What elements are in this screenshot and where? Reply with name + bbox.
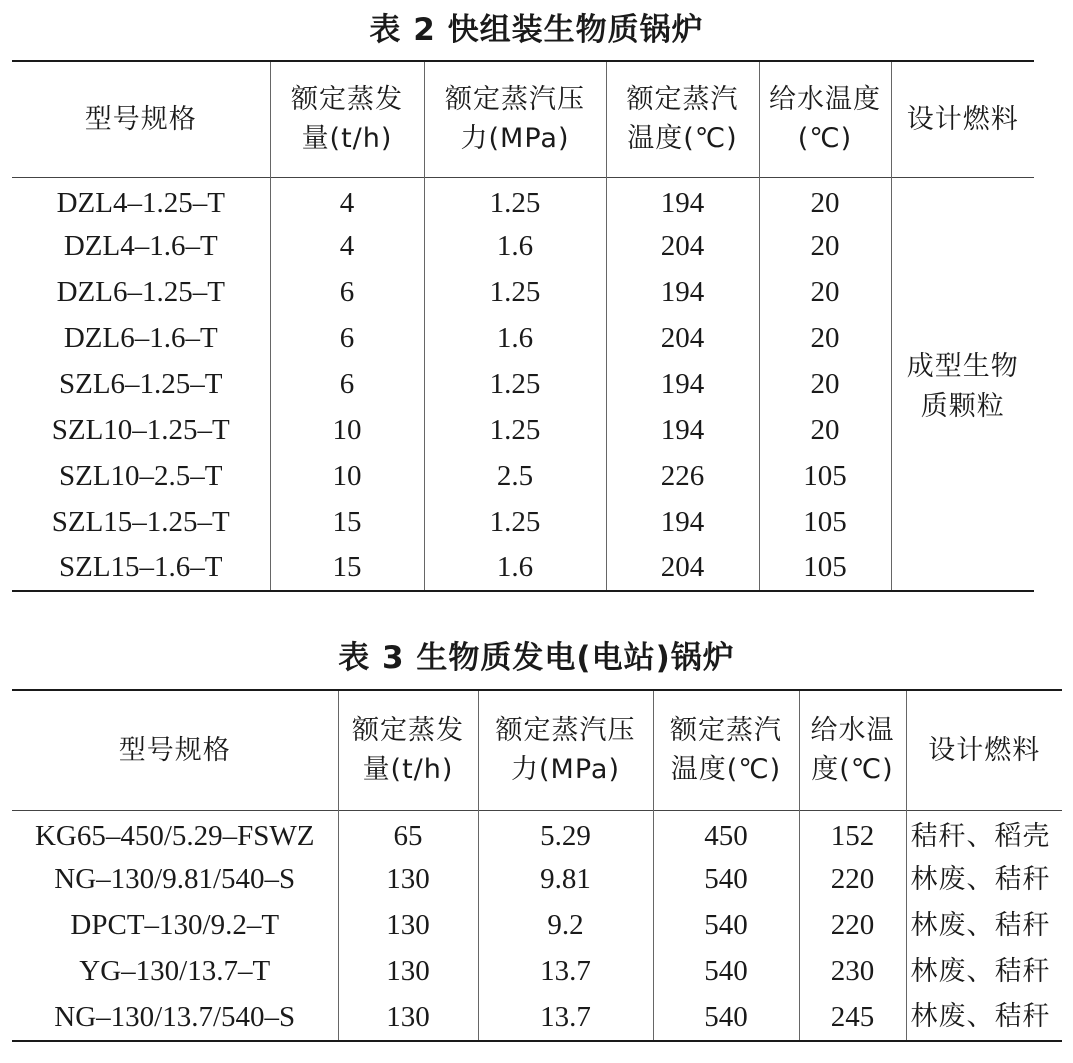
cell-feedwater: 20 (759, 269, 891, 315)
cell-evaporation: 15 (270, 545, 424, 591)
cell-temperature: 194 (606, 361, 759, 407)
header-model: 型号规格 (84, 103, 197, 135)
table-row (12, 361, 1034, 407)
cell-temperature: 226 (606, 453, 759, 499)
table-row (12, 810, 1062, 857)
table-2-title: 表 2 快组装生物质锅炉 (369, 12, 704, 48)
cell-pressure: 9.81 (478, 857, 653, 903)
cell-temperature: 204 (606, 545, 759, 591)
cell-temperature: 194 (606, 499, 759, 545)
cell-model: NG–130/9.81/540–S (54, 863, 296, 895)
header-design-fuel: 设计燃料 (906, 690, 1062, 810)
table-row (12, 949, 1062, 995)
cell-model: NG–130/13.7/540–S (54, 1000, 296, 1033)
table-row (12, 407, 1034, 453)
cell-pressure: 1.25 (424, 407, 606, 453)
cell-evaporation: 15 (270, 499, 424, 545)
cell-model: DZL4–1.25–T (56, 186, 225, 219)
cell-design-fuel: 林废、秸秆 (906, 995, 1062, 1041)
table-row (12, 857, 1062, 903)
cell-model: DPCT–130/9.2–T (70, 909, 280, 941)
cell-design-fuel: 林废、秸秆 (906, 949, 1062, 995)
cell-feedwater: 20 (759, 407, 891, 453)
table-3-header-row (12, 690, 1062, 810)
header-design-fuel: 设计燃料 (891, 61, 1034, 177)
cell-pressure: 1.6 (424, 545, 606, 591)
cell-pressure: 1.25 (424, 177, 606, 223)
cell-temperature: 204 (606, 315, 759, 361)
cell-pressure: 2.5 (424, 453, 606, 499)
cell-evaporation: 10 (270, 453, 424, 499)
cell-feedwater: 105 (759, 545, 891, 591)
cell-feedwater: 152 (799, 810, 906, 857)
cell-feedwater: 245 (799, 995, 906, 1041)
table-row (12, 995, 1062, 1041)
cell-temperature: 204 (606, 223, 759, 269)
cell-model: KG65–450/5.29–FSWZ (34, 820, 315, 852)
header-rated-evaporation: 额定蒸发 量(t/h) (270, 61, 424, 177)
cell-model: SZL15–1.25–T (51, 505, 230, 538)
table-row (12, 269, 1034, 315)
header-rated-pressure: 额定蒸汽压 力(MPa) (424, 61, 606, 177)
cell-design-fuel: 成型生物 质颗粒 (891, 177, 1034, 591)
table-3 (12, 689, 1062, 1042)
header-feedwater-temperature: 给水温度 (℃) (759, 61, 891, 177)
table-3-title: 表 3 生物质发电(电站)锅炉 (338, 640, 735, 676)
table-row (12, 903, 1062, 949)
cell-feedwater: 105 (759, 453, 891, 499)
cell-model: DZL4–1.6–T (63, 229, 218, 262)
cell-feedwater: 20 (759, 361, 891, 407)
cell-evaporation: 6 (270, 269, 424, 315)
cell-feedwater: 20 (759, 315, 891, 361)
cell-feedwater: 20 (759, 223, 891, 269)
cell-pressure: 1.6 (424, 223, 606, 269)
cell-evaporation: 4 (270, 223, 424, 269)
header-rated-pressure: 额定蒸汽压 力(MPa) (478, 690, 653, 810)
table-2-header-row (12, 61, 1034, 177)
table-2 (12, 60, 1034, 592)
table-row (12, 499, 1034, 545)
cell-temperature: 194 (606, 407, 759, 453)
cell-feedwater: 220 (799, 857, 906, 903)
header-rated-evaporation: 额定蒸发 量(t/h) (338, 690, 478, 810)
cell-evaporation: 130 (338, 995, 478, 1041)
cell-pressure: 13.7 (478, 949, 653, 995)
table-row (12, 177, 1034, 223)
cell-model: SZL10–2.5–T (58, 459, 223, 492)
cell-feedwater: 230 (799, 949, 906, 995)
cell-design-fuel: 林废、秸秆 (906, 857, 1062, 903)
cell-temperature: 540 (653, 857, 799, 903)
table-row (12, 223, 1034, 269)
cell-pressure: 1.25 (424, 269, 606, 315)
cell-model: SZL10–1.25–T (51, 413, 230, 446)
cell-evaporation: 6 (270, 315, 424, 361)
cell-evaporation: 10 (270, 407, 424, 453)
cell-model: DZL6–1.6–T (63, 321, 218, 354)
cell-pressure: 9.2 (478, 903, 653, 949)
cell-temperature: 194 (606, 269, 759, 315)
table-row (12, 545, 1034, 591)
cell-pressure: 1.25 (424, 361, 606, 407)
header-model: 型号规格 (118, 734, 231, 766)
cell-temperature: 450 (653, 810, 799, 857)
cell-pressure: 13.7 (478, 995, 653, 1041)
cell-evaporation: 4 (270, 177, 424, 223)
header-rated-temperature: 额定蒸汽 温度(℃) (606, 61, 759, 177)
table-row (12, 315, 1034, 361)
cell-temperature: 194 (606, 177, 759, 223)
cell-design-fuel: 秸秆、稻壳 (906, 810, 1062, 857)
cell-pressure: 1.6 (424, 315, 606, 361)
cell-evaporation: 130 (338, 949, 478, 995)
cell-model: YG–130/13.7–T (79, 955, 271, 987)
cell-model: SZL6–1.25–T (58, 367, 223, 400)
cell-temperature: 540 (653, 949, 799, 995)
table-row (12, 453, 1034, 499)
cell-model: DZL6–1.25–T (56, 275, 225, 308)
cell-feedwater: 20 (759, 177, 891, 223)
cell-evaporation: 6 (270, 361, 424, 407)
cell-model: SZL15–1.6–T (58, 551, 223, 583)
header-rated-temperature: 额定蒸汽 温度(℃) (653, 690, 799, 810)
cell-feedwater: 220 (799, 903, 906, 949)
cell-pressure: 5.29 (478, 810, 653, 857)
cell-design-fuel: 林废、秸秆 (906, 903, 1062, 949)
cell-temperature: 540 (653, 995, 799, 1041)
header-feedwater-temperature: 给水温 度(℃) (799, 690, 906, 810)
cell-evaporation: 65 (338, 810, 478, 857)
cell-feedwater: 105 (759, 499, 891, 545)
cell-pressure: 1.25 (424, 499, 606, 545)
cell-evaporation: 130 (338, 857, 478, 903)
cell-evaporation: 130 (338, 903, 478, 949)
cell-temperature: 540 (653, 903, 799, 949)
